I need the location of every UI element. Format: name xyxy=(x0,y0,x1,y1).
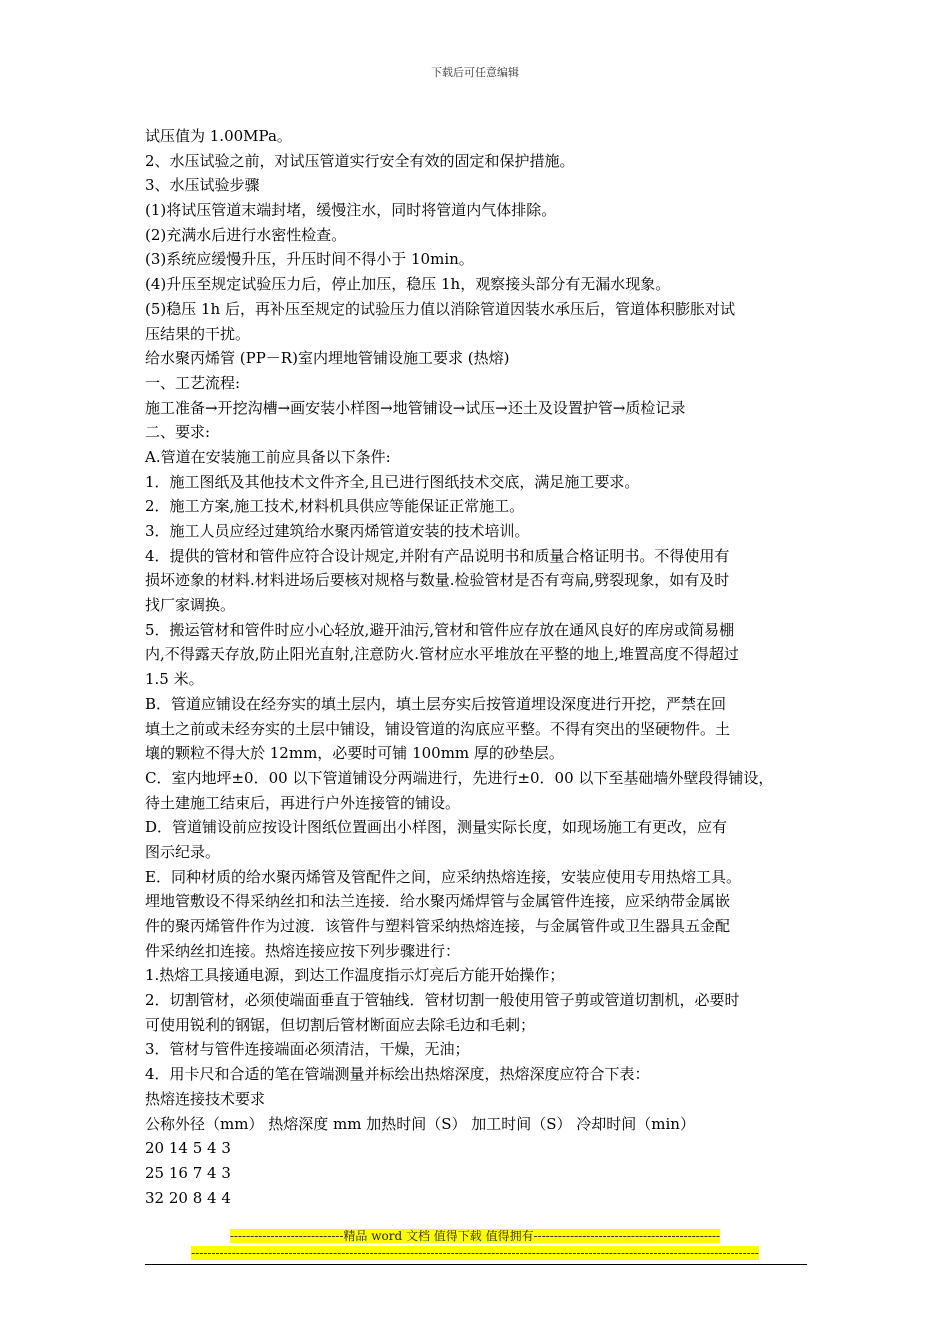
text-line: D．管道铺设前应按设计图纸位置画出小样图，测量实际长度，如现场施工有更改，应有 xyxy=(145,818,728,837)
text-line: 2．施工方案,施工技术,材料机具供应等能保证正常施工。 xyxy=(145,497,525,516)
text-line: 试压值为 1.00MPa。 xyxy=(145,127,292,145)
text-line: (1)将试压管道末端封堵，缓慢注水，同时将管道内气体排除。 xyxy=(145,201,557,220)
text-line: 2．切割管材，必须使端面垂直于管轴线．管材切割一般使用管子剪或管道切割机，必要时 xyxy=(145,991,740,1010)
text-line: 件采纳丝扣连接。热熔连接应按下列步骤进行： xyxy=(145,941,461,960)
page-header: 下载后可任意编辑 xyxy=(431,66,519,79)
text-line: A.管道在安装施工前应具备以下条件: xyxy=(145,447,391,466)
footer-banner-line-2 xyxy=(0,1246,950,1260)
text-line: 压结果的干扰。 xyxy=(145,324,251,343)
text-line: 损坏迹象的材料.材料进场后要核对规格与数量.检验管材是否有弯扁,劈裂现象，如有及时 xyxy=(145,571,730,590)
text-line: 3、水压试验步骤 xyxy=(145,176,260,195)
footer-banner-dashes: -------------------------------------------------------------------------------------------------------------------------------------------- xyxy=(191,1246,759,1260)
footer-divider xyxy=(145,1264,807,1265)
text-line: (2)充满水后进行水密性检查。 xyxy=(145,225,347,244)
text-line: 25 16 7 4 3 xyxy=(145,1163,231,1182)
text-line: E．同种材质的给水聚丙烯管及管配件之间，应采纳热熔连接，安装应使用专用热熔工具。 xyxy=(145,867,741,886)
text-line: 热熔连接技术要求 xyxy=(145,1089,266,1108)
text-line: 找厂家调换。 xyxy=(145,596,236,615)
text-line: 1．施工图纸及其他技术文件齐全,且已进行图纸技术交底，满足施工要求。 xyxy=(145,472,640,491)
text-line: 埋地管敷设不得采纳丝扣和法兰连接．给水聚丙烯焊管与金属管件连接，应采纳带金属嵌 xyxy=(145,892,731,911)
text-line: 待土建施工结束后，再进行户外连接管的铺设。 xyxy=(145,793,461,812)
text-line: 3．管材与管件连接端面必须清洁，干燥，无油； xyxy=(145,1040,470,1059)
text-line: 1.5 米。 xyxy=(145,670,204,689)
text-line: 2、水压试验之前，对试压管道实行安全有效的固定和保护措施。 xyxy=(145,151,575,170)
text-line: 图示纪录。 xyxy=(145,842,221,861)
text-line: 件的聚丙烯管件作为过渡．该管件与塑料管采纳热熔连接，与金属管件或卫生器具五金配 xyxy=(145,917,731,935)
footer-banner-text: ----------------------------精品 word 文档 值得下载 值得拥有---------------------------------------------- xyxy=(229,1229,721,1243)
text-line: (5)稳压 1h 后，再补压至规定的试验压力值以消除管道因装水承压后，管道体积膨胀对试 xyxy=(145,299,735,318)
text-line: 4．提供的管材和管件应符合设计规定,并附有产品说明书和质量合格证明书。不得使用有 xyxy=(145,546,730,565)
text-line: 给水聚丙烯管 (PP－R)室内埋地管铺设施工要求 (热熔) xyxy=(145,349,510,368)
text-line: (4)升压至规定试验压力后，停止加压，稳压 1h，观察接头部分有无漏水现象。 xyxy=(145,275,671,294)
text-line: B．管道应铺设在经夯实的填土层内，填土层夯实后按管道埋设深度进行开挖，严禁在回 xyxy=(145,694,727,713)
text-line: 公称外径（mm） 热熔深度 mm 加热时间（S） 加工时间（S） 冷却时间（min） xyxy=(145,1114,695,1133)
text-line: 32 20 8 4 4 xyxy=(145,1188,231,1207)
text-line: 内,不得露天存放,防止阳光直射,注意防火.管材应水平堆放在平整的地上,堆置高度不得超过 xyxy=(145,645,739,664)
text-line: 施工准备→开挖沟槽→画安装小样图→地管铺设→试压→还土及设置护管→质检记录 xyxy=(145,398,686,417)
text-line: 3．施工人员应经过建筑给水聚丙烯管道安装的技术培训。 xyxy=(145,522,530,540)
text-line: 填土之前或未经夯实的土层中铺设，铺设管道的沟底应平整。不得有突出的坚硬物件。土 xyxy=(145,719,731,738)
text-line: 可使用锐利的钢锯，但切割后管材断面应去除毛边和毛刺； xyxy=(145,1015,536,1034)
document-body xyxy=(145,124,815,1210)
text-line: 5．搬运管材和管件时应小心轻放,避开油污,管材和管件应存放在通风良好的库房或简易棚 xyxy=(145,620,735,639)
text-line: 壤的颗粒不得大於 12mm，必要时可铺 100mm 厚的砂垫层。 xyxy=(145,744,564,763)
text-line: 1.热熔工具接通电源，到达工作温度指示灯亮后方能开始操作； xyxy=(145,966,565,985)
text-line: 一、工艺流程: xyxy=(145,373,241,392)
text-line: 二、要求: xyxy=(145,423,211,442)
text-line: 20 14 5 4 3 xyxy=(145,1139,231,1158)
text-line: (3)系统应缓慢升压，升压时间不得小于 10min。 xyxy=(145,250,474,269)
footer-banner-line-1 xyxy=(0,1229,950,1243)
text-line: C．室内地坪±0．00 以下管道铺设分两端进行，先进行±0．00 以下至基础墙外壁段得铺设， xyxy=(145,768,774,787)
text-line: 4．用卡尺和合适的笔在管端测量并标绘出热熔深度，热熔深度应符合下表： xyxy=(145,1065,650,1084)
